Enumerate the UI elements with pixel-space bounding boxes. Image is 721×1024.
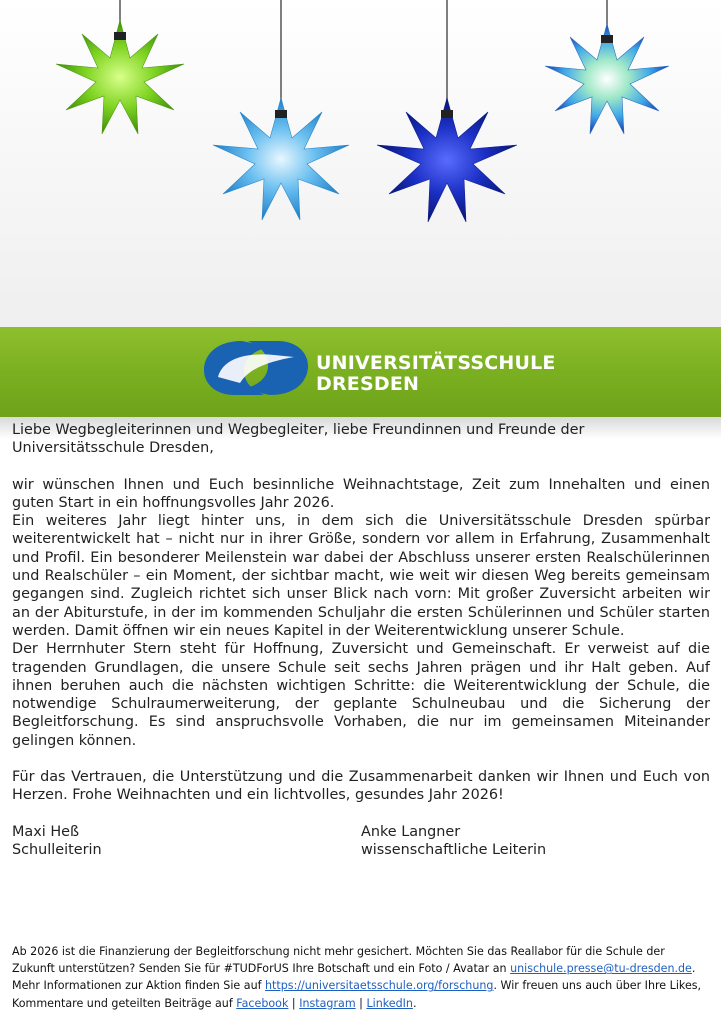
signature-right xyxy=(361,823,710,860)
signature-role: wissenschaftliche Leiterin xyxy=(361,841,547,858)
spacer xyxy=(12,805,710,823)
signature-role: Schulleiterin xyxy=(12,841,102,858)
multicolor-star-icon xyxy=(545,24,669,134)
letter-paragraph-3: Der Herrnhuter Stern steht für Hoffnung, Zuversicht und Gemeinschaft. Er verweist auf die tragenden Grundlagen, die unsere Schule seit sechs Jahren prägen und ihr Halt geben. Auf ihnen beruhen auch die nächsten wichtigen Schritte: die Weiterentwicklung der Schule, die notwendige Schulraumerweiterung, der geplante Schulneubau und die Sicherung der Begleitforschung. Es sind anspruchsvolle Vorhaben, die nur im gemeinsamen Miteinander gelingen können. xyxy=(12,641,710,749)
letter-closing: Für das Vertrauen, die Unterstützung und die Zusammenarbeit danken wir Ihnen und Euch von Herzen. Frohe Weihnachten und ein lichtvolles, gesundes Jahr 2026! xyxy=(12,769,710,804)
herrnhut-stars-illustration xyxy=(0,0,721,327)
logo-line-2: DRESDEN xyxy=(316,373,420,395)
signature-name: Maxi Heß xyxy=(12,823,80,840)
email-link[interactable]: unischule.presse@tu-dresden.de xyxy=(510,962,692,976)
letter-paragraph-1: wir wünschen Ihnen und Euch besinnliche Weihnachtstage, Zeit zum Innehalten und einen guten Start in ein hoffnungsvolles Jahr 2026. xyxy=(12,476,710,511)
signature-left xyxy=(12,823,361,860)
green-star-icon xyxy=(56,20,184,134)
dark-blue-star-icon xyxy=(377,98,517,222)
signature-block xyxy=(12,823,710,860)
footer-end: . xyxy=(412,996,417,1010)
linkedin-link[interactable]: LinkedIn xyxy=(366,996,413,1010)
letter-greeting: Liebe Wegbegleiterinnen und Wegbegleiter, liebe Freundinnen und Freunde der Universitätsschule Dresden, xyxy=(12,422,585,457)
research-url-link[interactable]: https://universitaetsschule.org/forschung xyxy=(265,979,494,993)
letter-body xyxy=(12,421,710,859)
footer-text-2: . Mehr Informationen zur Aktion finden Sie auf xyxy=(12,962,696,993)
logo-line-1: UNIVERSITÄTSSCHULE xyxy=(316,352,556,374)
footer-separator: | xyxy=(355,996,367,1010)
logo-text xyxy=(316,353,556,395)
university-school-logo-icon xyxy=(202,337,310,399)
footer-separator: | xyxy=(288,996,300,1010)
spacer xyxy=(12,750,710,768)
spacer xyxy=(12,458,710,476)
facebook-link[interactable]: Facebook xyxy=(236,996,289,1010)
signature-name: Anke Langner xyxy=(361,823,461,840)
logo-banner xyxy=(0,327,721,417)
header-image xyxy=(0,0,721,327)
light-blue-star-icon xyxy=(213,98,349,220)
letter-paragraph-2: Ein weiteres Jahr liegt hinter uns, in dem sich die Universitätsschule Dresden spürbar weiterentwickelt hat – nicht nur in ihrer Größe, sondern vor allem in Erfahrung, Zusammenhalt und Profil. Ein besonderer Meilenstein war dabei der Abschluss unserer ersten Realschülerinnen und Realschüler – ein Moment, der sichtbar macht, wie weit wir diesen Weg bereits gemeinsam gegangen sind. Zugleich richtet sich unser Blick nach vorn: Mit großer Zuversicht arbeiten wir an der Abiturstufe, in der im kommenden Schuljahr die ersten Schülerinnen und Schüler starten werden. Damit öffnen wir ein neues Kapitel in der Weiterentwicklung unserer Schule. xyxy=(12,513,710,639)
instagram-link[interactable]: Instagram xyxy=(299,996,356,1010)
footer-note xyxy=(12,943,710,1012)
footer-text-3: . Wir freuen uns auch über Ihre Likes, Kommentare und geteilten Beiträge auf xyxy=(12,979,702,1010)
footer-text-1: Ab 2026 ist die Finanzierung der Begleitforschung nicht mehr gesichert. Möchten Sie das Reallabor für die Schule der Zukunft unterstützen? Senden Sie für #TUDForUS Ihre Botschaft und ein Foto / Avatar an xyxy=(12,945,665,976)
